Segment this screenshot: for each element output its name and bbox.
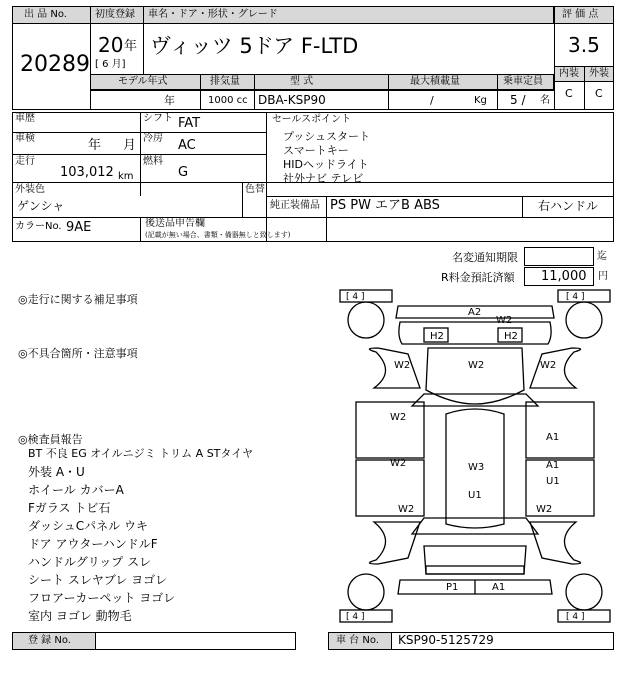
chassis-label: 車 台 No.	[336, 635, 379, 646]
wheel-rr	[566, 574, 602, 610]
divider	[242, 182, 243, 217]
name-change-field	[524, 247, 594, 266]
mark-roof: W3	[468, 462, 485, 473]
displacement-label: 排気量	[210, 76, 240, 87]
divider	[497, 74, 498, 110]
ac: AC	[178, 138, 196, 153]
mark-rear-door-right: A1	[546, 460, 560, 471]
tire-count-tl: [ 4 ]	[346, 292, 365, 302]
front-door-right-outline	[526, 402, 594, 458]
inspector-line: シート スレヤブレ ヨゴレ	[28, 573, 168, 587]
shift: FAT	[178, 116, 201, 131]
reg-month: [ 6 月]	[95, 59, 126, 70]
mark-roof-2: U1	[468, 490, 482, 501]
front-door-left-outline	[356, 402, 424, 458]
inspection-year: 年	[88, 138, 102, 153]
quarter-right-outline	[530, 522, 581, 564]
max-load-slash: /	[430, 94, 434, 107]
hood-front-outline	[399, 322, 551, 344]
type-label: 型 式	[290, 76, 314, 87]
name-change-label: 名変通知期限	[452, 251, 518, 264]
divider	[200, 74, 201, 110]
chassis-no: KSP90-5125729	[398, 633, 494, 647]
mark-fender-right: W2	[540, 360, 557, 371]
mark-hood: W2	[468, 360, 485, 371]
steering: 右ハンドル	[538, 199, 599, 213]
post-docs-note: (記載が無い場合、書類・備器無しと致します)	[145, 231, 291, 239]
lot-label: 出 品 No.	[24, 9, 67, 20]
inspector-line: ドア アウターハンドルF	[28, 537, 158, 551]
inspector-label: ◎検査員報告	[18, 433, 83, 446]
sales-point: スマートキー	[283, 144, 349, 157]
rating-label: 評 価 点	[562, 9, 599, 20]
model-code: DBA-KSP90	[258, 93, 326, 107]
sales-point: 社外ナビ テレビ	[283, 172, 364, 185]
car-label: 車名・ドア・形状・グレード	[148, 9, 278, 20]
tail-panel-outline	[426, 566, 524, 574]
mileage-label: 走行	[15, 156, 35, 167]
exterior-label: 外装	[589, 68, 609, 79]
shift-label: シフト	[143, 113, 173, 124]
recycle-label: R料金預託済額	[441, 271, 515, 284]
rear-glass-outline	[412, 518, 538, 534]
inspector-line: BT 不良 EG オイルニジミ トリム A STタイヤ	[28, 447, 254, 460]
mark-quarter-right: W2	[536, 504, 553, 515]
color-no: 9AE	[66, 220, 92, 235]
car-damage-diagram	[338, 288, 612, 624]
color-no-label: カラーNo.	[15, 221, 62, 232]
inspector-line: ホイール カバーA	[28, 483, 124, 497]
mark-rear-door-left: W2	[390, 458, 407, 469]
wheel-rl	[348, 574, 384, 610]
interior-label: 内装	[559, 68, 579, 79]
divider	[12, 217, 614, 218]
divider	[522, 196, 523, 217]
inspector-line: ハンドルグリップ スレ	[28, 555, 152, 569]
capacity-unit: 名	[540, 95, 550, 106]
name-change-unit: 迄	[597, 251, 607, 262]
divider	[326, 196, 327, 217]
tire-count-tr: [ 4 ]	[566, 292, 585, 302]
inspector-line: Fガラス トビ石	[28, 501, 111, 515]
divider	[254, 74, 255, 110]
recycle-amount: 11,000	[541, 269, 587, 284]
history-label: 車歴	[15, 113, 35, 124]
fuel-label: 燃料	[143, 156, 163, 167]
post-docs-label: 後送品申告欄	[145, 218, 205, 229]
mark-rear-bumper-left: P1	[446, 582, 459, 593]
exterior-grade: C	[595, 87, 603, 100]
max-load-unit: Kg	[474, 95, 487, 106]
capacity: 5 /	[510, 93, 526, 107]
registration-label: 登 録 No.	[28, 635, 71, 646]
mark-rear-door-right-2: U1	[546, 476, 560, 487]
reg-year: 20	[98, 33, 124, 57]
tire-count-bl: [ 4 ]	[346, 612, 365, 622]
displacement: 1000 cc	[208, 95, 248, 106]
reg-year-unit: 年	[124, 39, 138, 54]
mark-fender-left: W2	[394, 360, 411, 371]
interior-grade: C	[565, 87, 573, 100]
color-label: 外装色	[15, 184, 45, 195]
recycle-unit: 円	[598, 271, 608, 282]
color-change-label: 色替	[245, 184, 265, 195]
wheel-fr	[566, 302, 602, 338]
inspector-line: ダッシュCパネル ウキ	[28, 519, 148, 533]
divider	[143, 6, 144, 74]
model-year-unit: 年	[164, 94, 175, 107]
model-year-label: モデル年式	[118, 76, 168, 87]
divider	[266, 196, 614, 197]
divider	[326, 217, 327, 242]
mark-rear-bumper-right: A1	[492, 582, 506, 593]
wheel-fl	[348, 302, 384, 338]
lot-number: 20289	[20, 52, 90, 77]
mark-front-door-right: A1	[546, 432, 560, 443]
divider	[140, 217, 141, 242]
divider	[266, 112, 267, 242]
mark-front-door-left: W2	[390, 412, 407, 423]
driving-notes-label: ◎走行に関する補足事項	[18, 293, 138, 306]
genuine-equipment: PS PW エアB ABS	[330, 198, 440, 213]
ac-label: 冷房	[143, 133, 163, 144]
inspector-line: 室内 ヨゴレ 動物毛	[28, 609, 132, 623]
divider	[12, 154, 266, 155]
inspection-month: 月	[123, 138, 137, 153]
mileage-unit: km	[118, 171, 134, 182]
fuel: G	[178, 165, 189, 180]
divider	[388, 74, 389, 110]
rating-value: 3.5	[568, 33, 600, 57]
tailgate-outline	[424, 546, 526, 574]
capacity-label: 乗車定員	[503, 76, 543, 87]
sales-point: プッシュスタート	[283, 130, 371, 143]
mark-headlight-left: H2	[430, 331, 444, 342]
sales-label: セールスポイント	[272, 114, 352, 125]
car-name: ヴィッツ 5ドア F-LTD	[150, 34, 359, 58]
genuine-label: 純正装備品	[270, 200, 320, 211]
mark-headlight-right: H2	[504, 331, 518, 342]
inspection-label: 車検	[15, 133, 35, 144]
mark-quarter-left: W2	[398, 504, 415, 515]
mileage: 103,012	[60, 165, 114, 180]
divider	[584, 66, 585, 110]
mark-hood-front: W2	[496, 315, 513, 326]
tire-count-br: [ 4 ]	[566, 612, 585, 622]
divider	[90, 90, 554, 91]
first-reg-label: 初度登録	[95, 9, 135, 20]
quarter-left-outline	[369, 522, 420, 564]
sales-point: HIDヘッドライト	[283, 158, 369, 171]
inspector-line: フロアーカーペット ヨゴレ	[28, 591, 176, 605]
hood-outline	[426, 348, 524, 404]
divider	[12, 132, 266, 133]
defects-label: ◎不具合箇所・注意事項	[18, 347, 138, 360]
color: ゲンシャ	[17, 199, 65, 213]
max-load-label: 最大積載量	[410, 76, 460, 87]
mark-front-bumper: A2	[468, 307, 482, 318]
inspector-line: 外装 A・U	[28, 465, 85, 479]
